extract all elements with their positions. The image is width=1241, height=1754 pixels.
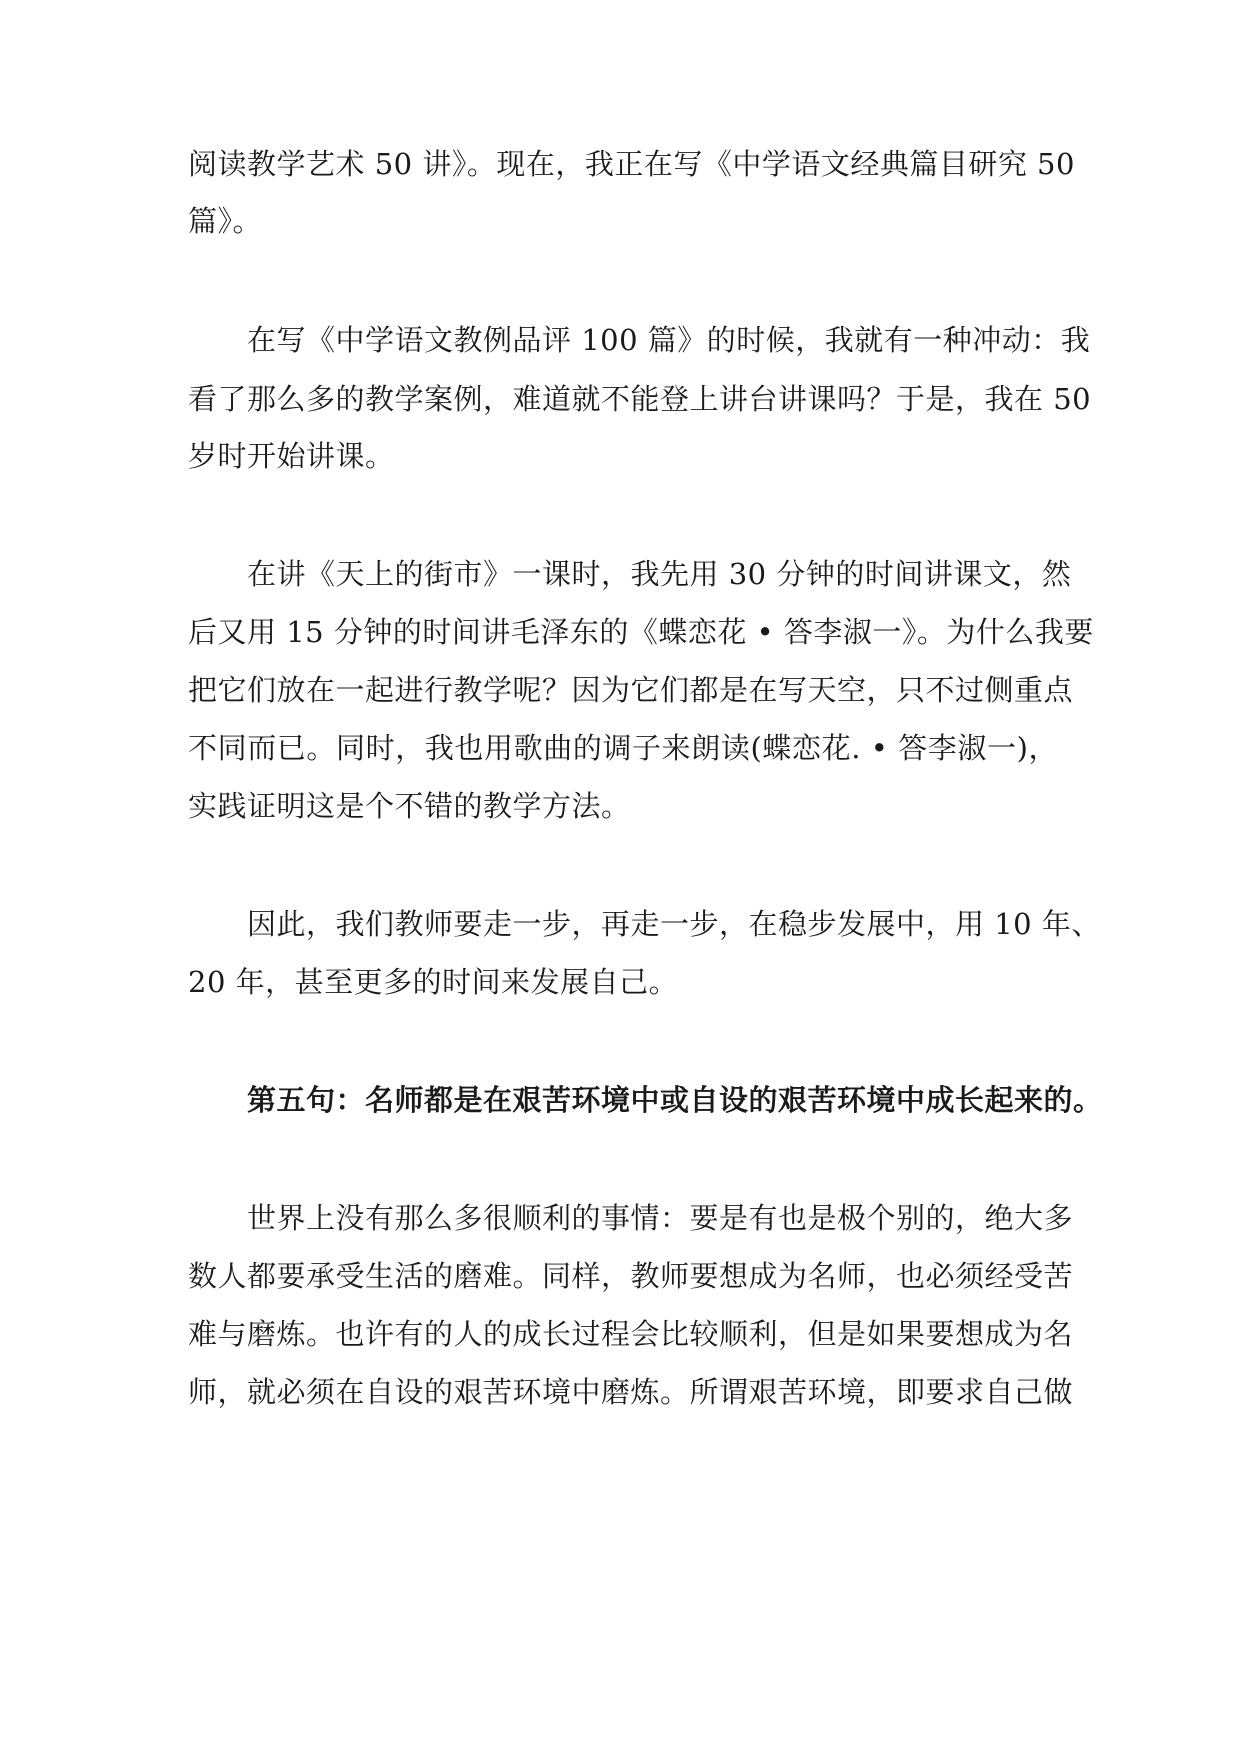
paragraph-3-line-2: 后又用 15 分钟的时间讲毛泽东的《蝶恋花 • 答李淑一》。为什么我要	[188, 615, 1094, 649]
paragraph-1-line-1: 阅读教学艺术 50 讲》。现在，我正在写《中学语文经典篇目研究 50	[188, 147, 1075, 181]
paragraph-5-line-3: 难与磨炼。也许有的人的成长过程会比较顺利，但是如果要想成为名	[188, 1317, 1074, 1351]
paragraph-4-line-2: 20 年，甚至更多的时间来发展自己。	[188, 965, 679, 999]
paragraph-1-line-2: 篇》。	[188, 204, 263, 238]
paragraph-5-line-2: 数人都要承受生活的磨难。同样，教师要想成为名师，也必须经受苦	[188, 1259, 1074, 1293]
section-heading: 第五句：名师都是在艰苦环境中或自设的艰苦环境中成长起来的。	[247, 1083, 1103, 1117]
paragraph-3-line-5: 实践证明这是个不错的教学方法。	[188, 789, 631, 823]
paragraph-3-line-3: 把它们放在一起进行教学呢？因为它们都是在写天空，只不过侧重点	[188, 673, 1074, 707]
paragraph-2-line-2: 看了那么多的教学案例，难道就不能登上讲台讲课吗？于是，我在 50	[188, 382, 1092, 416]
paragraph-5-line-4: 师，就必须在自设的艰苦环境中磨炼。所谓艰苦环境，即要求自己做	[188, 1375, 1074, 1409]
paragraph-2-line-3: 岁时开始讲课。	[188, 439, 395, 473]
paragraph-3-line-1: 在讲《天上的街市》一课时，我先用 30 分钟的时间讲课文，然	[247, 557, 1072, 591]
paragraph-4-line-1: 因此，我们教师要走一步，再走一步，在稳步发展中，用 10 年、	[247, 907, 1101, 941]
paragraph-2-line-1: 在写《中学语文教例品评 100 篇》的时候，我就有一种冲动：我	[247, 323, 1091, 357]
paragraph-3-line-4: 不同而已。同时，我也用歌曲的调子来朗读(蝶恋花. • 答李淑一)，	[188, 731, 1058, 765]
paragraph-5-line-1: 世界上没有那么多很顺利的事情：要是有也是极个别的，绝大多	[247, 1201, 1074, 1235]
